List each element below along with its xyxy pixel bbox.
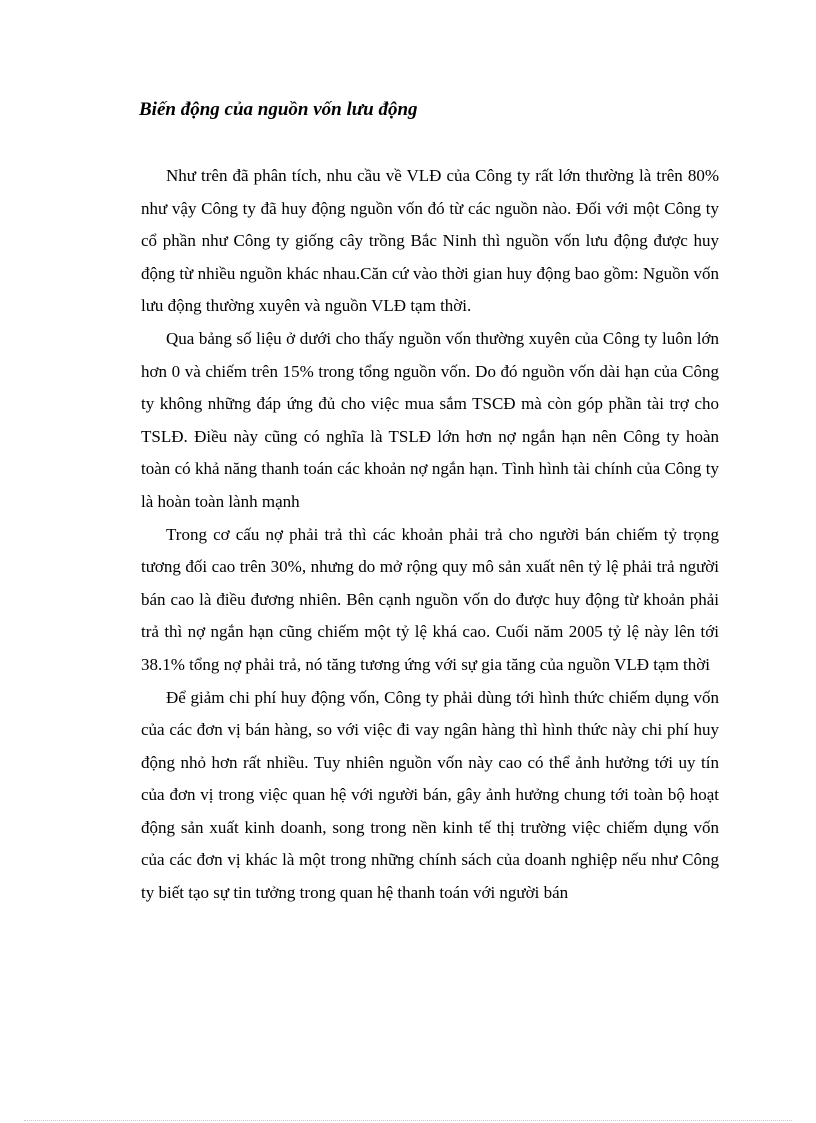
- paragraph-4: Để giảm chi phí huy động vốn, Công ty phải dùng tới hình thức chiếm dụng vốn của các đơn vị bán hàng, so với việc đi vay ngân hàng thì hình thức này chi phí huy động nhỏ hơn rất nhiều. Tuy nhiên nguồn vốn này cao có thể ảnh hưởng tới uy tín của đơn vị trong việc quan hệ với người bán, gây ảnh hưởng chung tới toàn bộ hoạt động sản xuất kinh doanh, song trong nền kinh tế thị trường việc chiếm dụng vốn của các đơn vị khác là một trong những chính sách của doanh nghiệp nếu như Công ty biết tạo sự tin tưởng trong quan hệ thanh toán với người bán: [141, 687, 719, 903]
- body-text: [141, 160, 719, 910]
- section-heading: Biến động của nguồn vốn lưu động: [139, 99, 418, 120]
- footer-divider: [24, 1120, 792, 1121]
- paragraph-1: Như trên đã phân tích, nhu cầu về VLĐ của Công ty rất lớn thường là trên 80% như vậy Công ty đã huy động nguồn vốn đó từ các nguồn nào. Đối với một Công ty cổ phần như Công ty giống cây trồng Bắc Ninh thì nguồn vốn lưu động được huy động từ nhiều nguồn khác nhau.Căn cứ vào thời gian huy động bao gồm: Nguồn vốn lưu động thường xuyên và nguồn VLĐ tạm thời.: [141, 166, 719, 316]
- paragraph-3: Trong cơ cấu nợ phải trả thì các khoản phải trả cho người bán chiếm tỷ trọng tương đối cao trên 30%, nhưng do mở rộng quy mô sản xuất nên tỷ lệ phải trả người bán cao là điều đương nhiên. Bên cạnh nguồn vốn do được huy động từ khoản phải trả thì nợ ngắn hạn cũng chiếm một tỷ lệ khá cao. Cuối năm 2005 tỷ lệ này lên tới 38.1% tổng nợ phải trả, nó tăng tương ứng với sự gia tăng của nguồn VLĐ tạm thời: [141, 524, 719, 674]
- paragraph-2: Qua bảng số liệu ở dưới cho thấy nguồn vốn thường xuyên của Công ty luôn lớn hơn 0 và chiếm trên 15% trong tổng nguồn vốn. Do đó nguồn vốn dài hạn của Công ty không những đáp ứng đủ cho việc mua sắm TSCĐ mà còn góp phần tài trợ cho TSLĐ. Điều này cũng có nghĩa là TSLĐ lớn hơn nợ ngắn hạn nên Công ty hoàn toàn có khả năng thanh toán các khoản nợ ngắn hạn. Tình hình tài chính của Công ty là hoàn toàn lành mạnh: [141, 328, 719, 511]
